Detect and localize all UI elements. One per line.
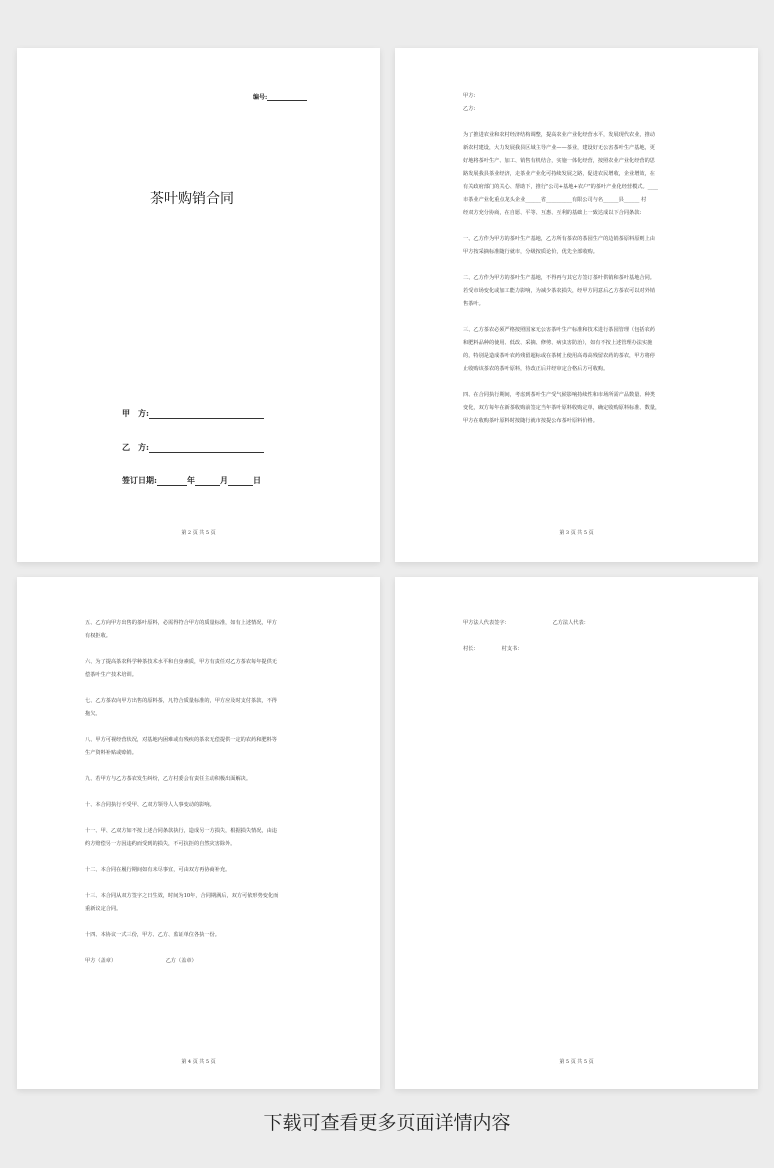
party-a-field	[122, 408, 264, 419]
text-line: 偿茶叶生产技术培训。	[85, 672, 137, 678]
paragraph-gap	[85, 851, 312, 864]
text-line: 重新议定合同。	[85, 906, 122, 912]
text-line: 一、乙方作为甲方的茶叶生产基地，乙方所有茶农的茶园生产的边销茶原料原则上由	[463, 236, 655, 242]
month-label: 月	[219, 475, 228, 485]
text-line: 村长： 村支书：	[463, 646, 523, 652]
text-line: 甲方按采摘标准随行就市，分级按质论价，优先全部收购。	[463, 249, 598, 255]
month-blank	[195, 477, 220, 486]
paragraph-gap	[463, 259, 690, 272]
paragraph-gap	[85, 942, 312, 955]
text-line: 十二、本合同在履行期间如有未尽事宜，可由双方再协商补充。	[85, 867, 231, 873]
paragraph-gap	[463, 220, 690, 233]
document-page-4	[17, 577, 380, 1089]
contract-number-label: 编号:	[253, 94, 268, 101]
party-b-blank	[149, 444, 264, 453]
text-line: 市茶业产业化重点龙头企业______省__________有限公司与名______县______ 村	[463, 197, 647, 203]
text-line: 为了推进农业和农村经济结构调整，提高农业产业化经营水平，发展现代农业，推动	[463, 132, 655, 138]
paragraph-gap	[463, 116, 690, 129]
page-footer: 第 5 页 共 5 页	[559, 1059, 594, 1065]
text-line: 十三、本合同从双方签字之日生效，时间为10年，合同期满后，双方可依形势变化而	[85, 893, 279, 899]
text-line: 甲方:	[463, 93, 476, 99]
paragraph-gap	[463, 376, 690, 389]
text-line: 二、乙方作为甲方的茶叶生产基地，不得再与其它方签订茶叶供销和茶叶基地合同。	[463, 275, 655, 281]
text-line: 好地将茶叶生产、加工、销售有机结合，实施一体化经营，按照农业产业化经营的思	[463, 158, 655, 164]
party-b-field	[122, 442, 264, 453]
document-page-3	[395, 48, 758, 562]
text-line: 止收购该茶农的茶叶原料，待改正后并经审定合格后方可收购。	[463, 366, 609, 372]
year-blank	[157, 477, 187, 486]
paragraph-gap	[85, 643, 312, 656]
signature-section-text	[463, 617, 690, 656]
paragraph-gap	[85, 916, 312, 929]
text-line: 和肥料品种的使用、低改、采摘、修剪、病虫害防治），如有不按上述管理办法实施	[463, 340, 653, 346]
contract-number-blank	[267, 94, 307, 101]
contract-number-field	[253, 92, 307, 101]
text-line: 九、若甲方与乙方茶农发生纠纷，乙方村委会有责任主动积极出面解决。	[85, 776, 252, 782]
paragraph-gap	[85, 877, 312, 890]
page-footer: 第 3 页 共 5 页	[559, 530, 594, 536]
page-footer: 第 2 页 共 5 页	[181, 530, 216, 536]
party-b-label: 乙 方:	[122, 442, 149, 452]
contract-terms-text	[85, 617, 312, 968]
text-line: 甲方法人代表签字： 乙方法人代表：	[463, 620, 589, 626]
text-line: 甲方（盖章） 乙方（盖章）	[85, 958, 197, 964]
text-line: 甲方在收购茶叶原料时按随行就市按提公布茶叶原料价格。	[463, 418, 598, 424]
text-line: 五、乙方向甲方出售的茶叶原料，必需得符合甲方的质量标准，如有上述情况，甲方	[85, 620, 277, 626]
year-label: 年	[186, 475, 195, 485]
paragraph-gap	[85, 721, 312, 734]
party-a-label: 甲 方:	[122, 408, 149, 418]
text-line: 拖欠。	[85, 711, 101, 717]
party-a-blank	[149, 410, 264, 419]
day-label: 日	[252, 475, 261, 485]
text-line: 售茶叶。	[463, 301, 484, 307]
contract-body-text	[463, 90, 690, 428]
text-line: 十、本合同执行不受甲、乙双方领导人人事变动的影响。	[85, 802, 215, 808]
paragraph-gap	[85, 786, 312, 799]
text-line: 八、甲方可视经营状况，对基地内困难或有残疾的茶农无偿提供一定的农药和肥料等	[85, 737, 277, 743]
text-line: 七、乙方茶农向甲方出售的原料茶，凡符合质量标准的，甲方应及时支付茶款，不得	[85, 698, 277, 704]
text-line: 变化，双方每年在新茶收购前签定当年茶叶原料收购定单，确定收购原料标准、数量，	[463, 405, 661, 411]
text-line: 新农村建设，大力发展我县区域主导产业——茶业，建设好无公害茶叶生产基地，更	[463, 145, 655, 151]
text-line: 路发展我县茶业经济，走茶业产业化可持续发展之路，促进农民增收，企业增效，在	[463, 171, 655, 177]
text-line: 的，特别是造成茶叶农药残留超标或在茶树上使用高毒高残留农药的茶农，甲方将停	[463, 353, 655, 359]
text-line: 生产资料补贴或赊销。	[85, 750, 137, 756]
paragraph-gap	[85, 682, 312, 695]
document-page-5	[395, 577, 758, 1089]
text-line: 四、在合同执行期间，考虑到茶叶生产受气候影响持续性和市场所需产品数量、种类	[463, 392, 655, 398]
contract-title: 茶叶购销合同	[150, 191, 234, 207]
download-caption: 下载可查看更多页面详情内容	[263, 1112, 511, 1134]
day-blank	[228, 477, 253, 486]
paragraph-gap	[85, 812, 312, 825]
text-line: 十四、本协议一式三份，甲方、乙方、监证单位各执一份。	[85, 932, 220, 938]
page-footer: 第 4 页 共 5 页	[181, 1059, 216, 1065]
paragraph-gap	[463, 311, 690, 324]
document-page-cover	[17, 48, 380, 562]
text-line: 有权拒收。	[85, 633, 111, 639]
text-line: 经双方充分协商，在自愿、平等、互惠、互利的基础上一致达成以下合同条款:	[463, 210, 642, 216]
sign-date-field	[122, 475, 261, 486]
paragraph-gap	[463, 630, 690, 643]
text-line: 六、为了提高茶农科学种茶技术水平和自身素质，甲方有责任对乙方茶农每年提供无	[85, 659, 277, 665]
paragraph-gap	[85, 760, 312, 773]
text-line: 约方赔偿另一方因违约而受到的损失，不可抗拒的自然灾害除外。	[85, 841, 236, 847]
text-line: 若受市场变化或加工能力影响，为减少茶农损失，经甲方同意后乙方茶农可以对外销	[463, 288, 655, 294]
text-line: 有关政府部门的关心、帮助下，推行"公司+基地+农户"的茶叶产业化经营模式。____	[463, 184, 659, 190]
sign-date-label: 签订日期:	[122, 475, 157, 485]
text-line: 十一、甲、乙双方如不按上述合同条款执行，造成另一方损失，根据损失情况，由违	[85, 828, 277, 834]
text-line: 三、乙方茶农必须严格按照国家无公害茶叶生产标准和技术进行茶园管理（包括农药	[463, 327, 655, 333]
text-line: 乙方:	[463, 106, 476, 112]
